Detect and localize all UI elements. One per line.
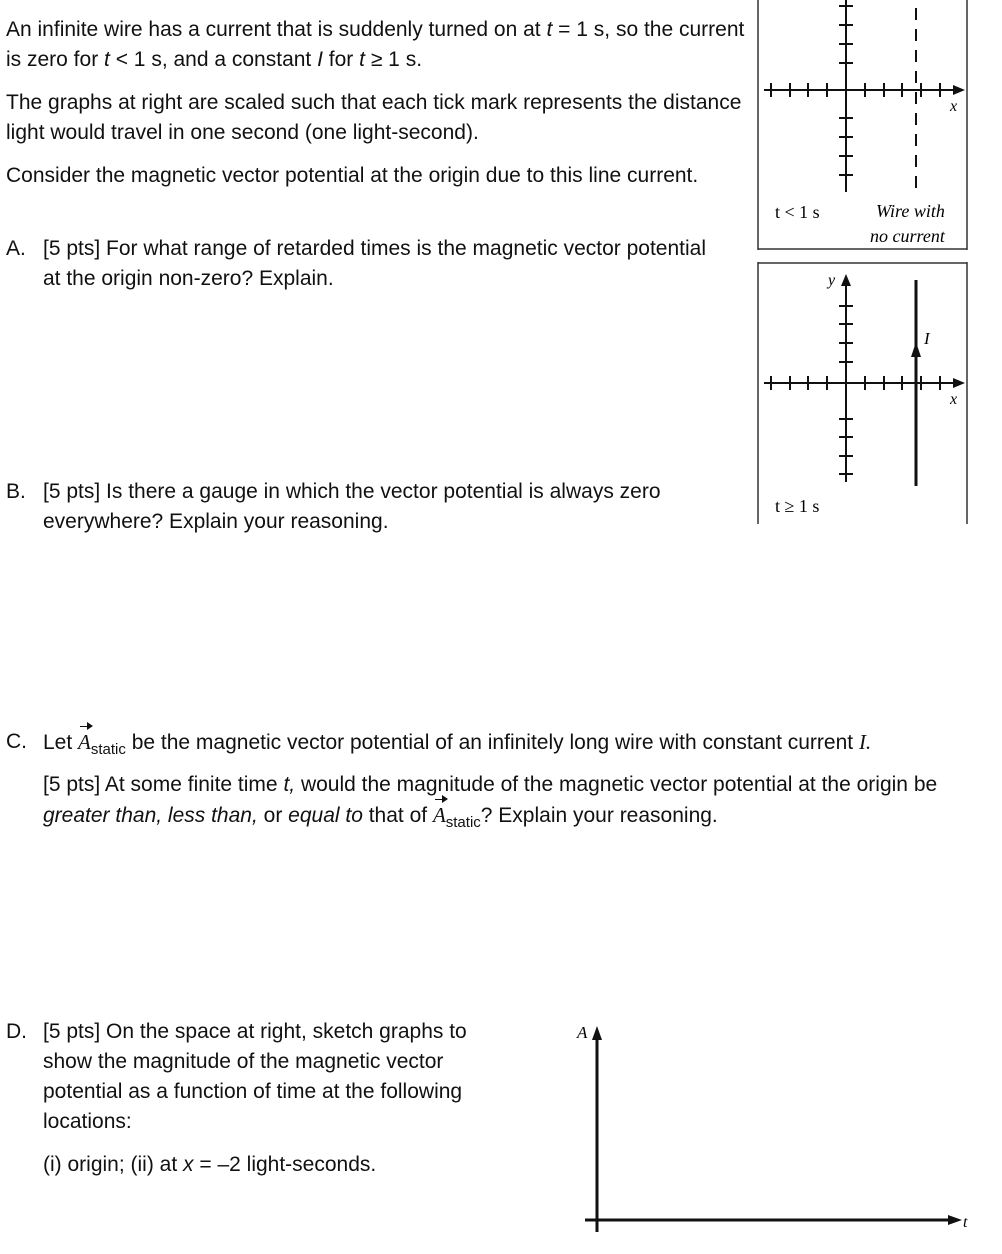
text-run: < 1 s, and a constant xyxy=(109,48,318,71)
question-d-locations: (i) origin; (ii) at x = –2 light-seconds. xyxy=(43,1153,377,1176)
intro-paragraph-3: Consider the magnetic vector potential at the origin due to this line current. xyxy=(6,164,699,187)
italic-symbol: I xyxy=(317,48,323,71)
y-axis xyxy=(839,274,853,482)
y-axis xyxy=(839,0,853,192)
question-a xyxy=(6,234,718,294)
question-a-text: [5 pts] For what range of retarded times is the magnetic vector potential at the origin non-zero? Explain. xyxy=(43,237,706,290)
question-c-line-2: [5 pts] At some finite time t, would the magnitude of the magnetic vector potential at the origin be greater than, less than, or equal to that of $A_{static}$? Explain your reasoning. xyxy=(43,773,938,831)
time-label: t < 1 s xyxy=(775,202,820,222)
italic-symbol: t xyxy=(359,48,365,71)
question-d-label: D. xyxy=(6,1020,27,1043)
question-c-line-1: Let $A_{static}$ be the magnetic vector potential of an infinitely long wire with constant current I. xyxy=(43,727,996,758)
current-label: I xyxy=(924,329,930,348)
note-wire-with: Wire with xyxy=(876,201,945,221)
intro-paragraph-1 xyxy=(6,15,746,75)
x-axis xyxy=(764,83,965,97)
y-axis-label: y xyxy=(828,272,836,289)
note-no-current: no current xyxy=(870,226,945,246)
sketch-y-label: A xyxy=(577,1023,588,1042)
x-axis xyxy=(764,376,965,390)
sketch-axes xyxy=(574,1020,974,1244)
question-d-text: [5 pts] On the space at right, sketch graphs to show the magnitude of the magnetic vector potential as a function of time at the following locations: xyxy=(43,1020,467,1133)
question-a-label: A. xyxy=(6,237,26,260)
x-axis-label: x xyxy=(950,98,958,115)
italic-symbol: t xyxy=(546,18,553,41)
text-run: = 1 s, so the current is zero for xyxy=(6,18,745,71)
time-label: t ≥ 1 s xyxy=(775,496,820,516)
text-run: An infinite wire has a current that is suddenly turned on at xyxy=(6,18,547,41)
question-b xyxy=(6,477,746,537)
a-static-vector: A xyxy=(78,727,91,757)
text-run: for xyxy=(322,48,360,71)
intro-paragraph-2: The graphs at right are scaled such that each tick mark represents the distance light would travel in one second (one light-second). xyxy=(6,91,742,144)
question-d xyxy=(6,1017,516,1180)
italic-symbol: t xyxy=(104,48,110,71)
current-arrow xyxy=(911,342,921,362)
sketch-x-label: t xyxy=(963,1214,968,1231)
question-b-text: [5 pts] Is there a gauge in which the vector potential is always zero everywhere? Explain your reasoning. xyxy=(43,480,661,533)
figure-no-current xyxy=(757,0,969,250)
question-b-label: B. xyxy=(6,480,26,503)
text-run: ≥ 1 s. xyxy=(364,48,423,71)
question-c xyxy=(6,727,996,831)
x-axis-label: x xyxy=(950,391,958,408)
figure-with-current xyxy=(757,262,969,524)
question-c-label: C. xyxy=(6,730,27,753)
